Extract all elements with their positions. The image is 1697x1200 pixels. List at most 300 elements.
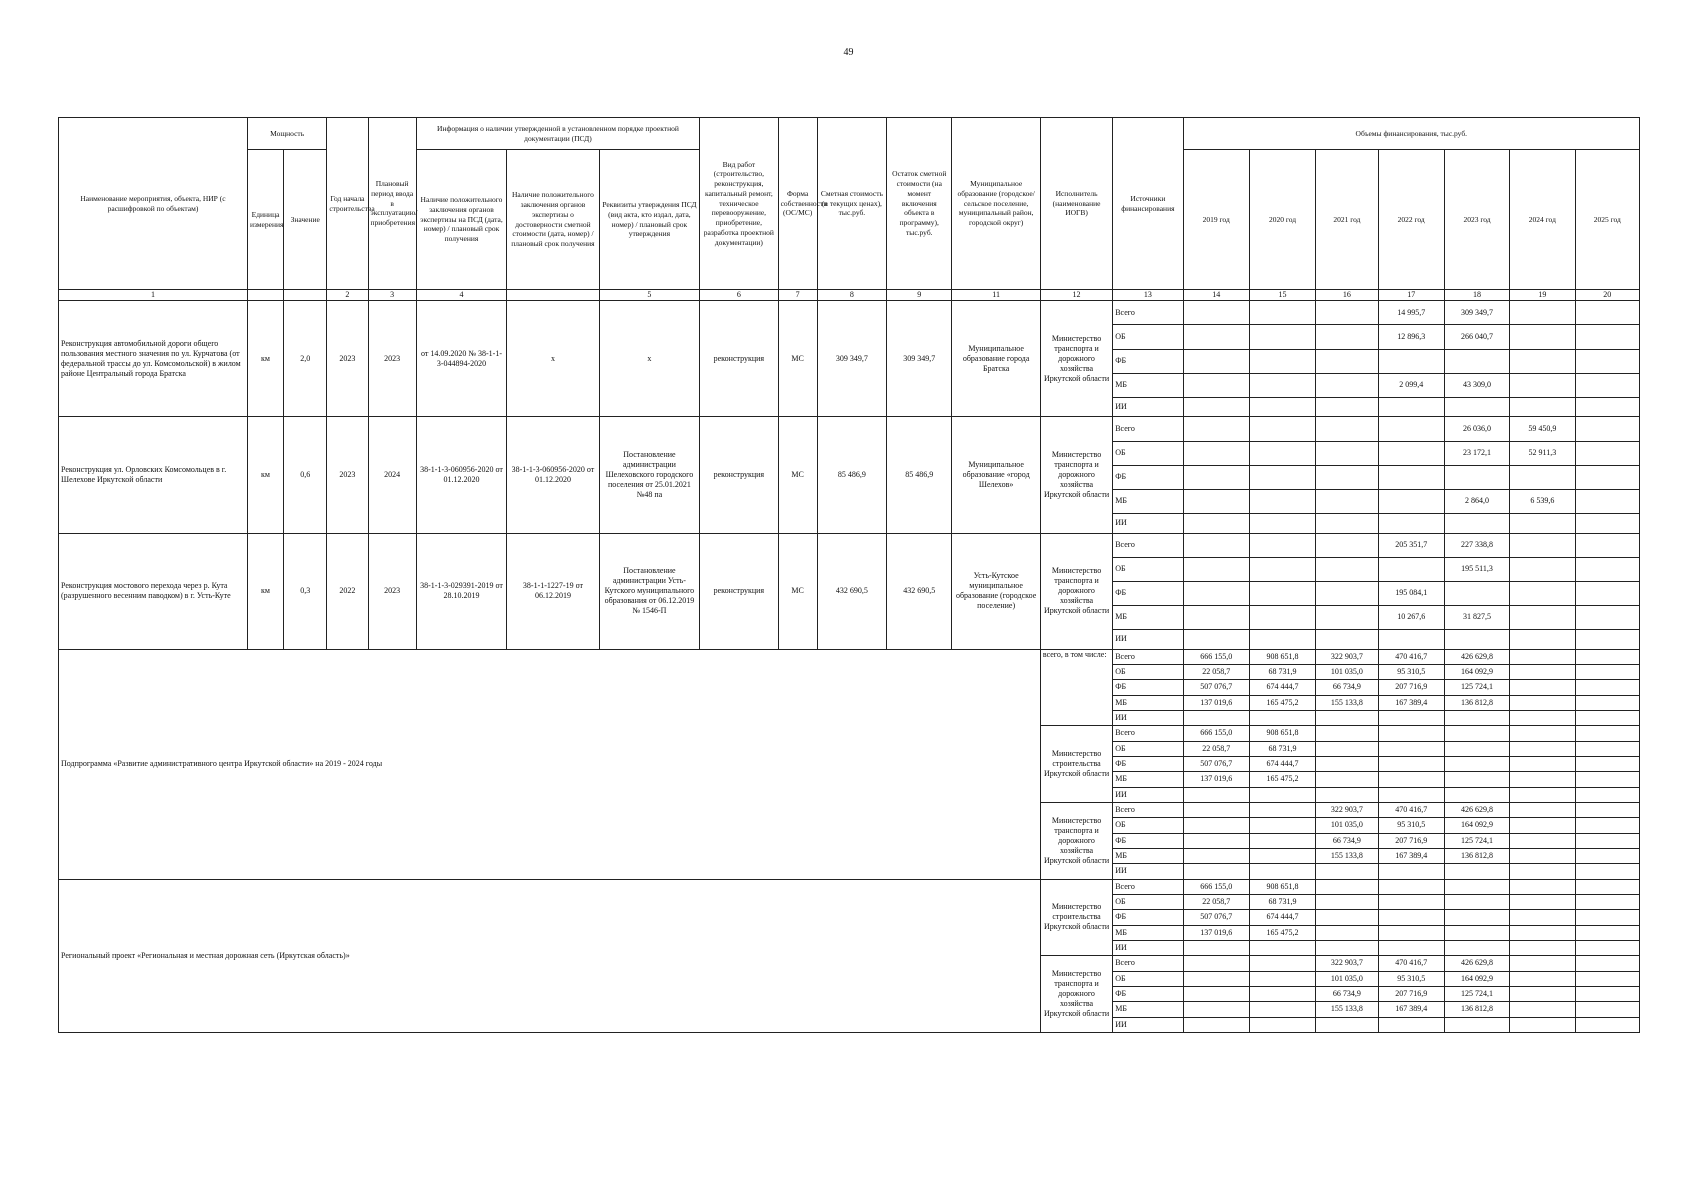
table-body: [59, 301, 1640, 1033]
financing-value: [1575, 910, 1639, 925]
financing-value: [1378, 864, 1444, 879]
object-rest: 309 349,7: [887, 301, 952, 417]
financing-value: [1378, 557, 1444, 581]
financing-value: 167 389,4: [1378, 848, 1444, 863]
financing-value: [1510, 629, 1575, 649]
financing-value: [1183, 441, 1249, 465]
financing-value: [1378, 629, 1444, 649]
column-number: 9: [887, 290, 952, 301]
column-number: 13: [1113, 290, 1183, 301]
financing-value: 43 309,0: [1444, 373, 1509, 397]
financing-value: [1510, 1017, 1575, 1033]
financing-value: [1249, 864, 1315, 879]
source-label: ОБ: [1113, 741, 1183, 756]
source-label: ИИ: [1113, 864, 1183, 879]
financing-value: [1249, 940, 1315, 955]
financing-value: [1249, 833, 1315, 848]
financing-value: [1378, 349, 1444, 373]
financing-value: 22 058,7: [1183, 894, 1249, 909]
financing-value: [1378, 513, 1444, 533]
source-label: Всего: [1113, 533, 1183, 557]
financing-value: [1183, 971, 1249, 986]
object-rest: 432 690,5: [887, 533, 952, 649]
source-label: ОБ: [1113, 971, 1183, 986]
financing-value: [1316, 557, 1378, 581]
financing-value: [1249, 513, 1315, 533]
financing-value: [1510, 726, 1575, 741]
financing-value: [1510, 397, 1575, 417]
object-cost-expert: х: [507, 301, 599, 417]
financing-value: [1249, 581, 1315, 605]
financing-value: [1575, 533, 1639, 557]
object-start-year: 2023: [327, 417, 368, 533]
financing-value: [1575, 441, 1639, 465]
header-year: 2020 год: [1249, 150, 1315, 290]
financing-value: [1510, 848, 1575, 863]
financing-value: 674 444,7: [1249, 756, 1315, 771]
financing-value: [1316, 741, 1378, 756]
financing-value: [1510, 802, 1575, 817]
financing-value: 507 076,7: [1183, 680, 1249, 695]
financing-value: [1575, 489, 1639, 513]
financing-value: [1510, 818, 1575, 833]
column-number: 1: [59, 290, 248, 301]
financing-value: [1183, 956, 1249, 971]
object-municipality: Усть-Кутское муниципальное образование (городское поселение): [952, 533, 1040, 649]
financing-value: 322 903,7: [1316, 956, 1378, 971]
financing-value: [1444, 581, 1509, 605]
financing-value: [1249, 325, 1315, 349]
financing-value: [1316, 710, 1378, 725]
financing-value: [1378, 417, 1444, 441]
financing-value: 167 389,4: [1378, 1002, 1444, 1017]
financing-value: [1510, 695, 1575, 710]
source-label: МБ: [1113, 489, 1183, 513]
financing-value: 125 724,1: [1444, 680, 1509, 695]
header-year: 2022 год: [1378, 150, 1444, 290]
financing-value: [1316, 417, 1378, 441]
source-label: ИИ: [1113, 710, 1183, 725]
table-row: [59, 649, 1640, 664]
object-executor: Министерство транспорта и дорожного хозяйства Иркутской области: [1040, 417, 1112, 533]
financing-value: [1316, 879, 1378, 894]
financing-value: [1444, 349, 1509, 373]
financing-table: [58, 117, 1640, 1033]
financing-value: 426 629,8: [1444, 802, 1509, 817]
financing-value: 66 734,9: [1316, 986, 1378, 1001]
financing-value: [1378, 465, 1444, 489]
subprogram-name: Подпрограмма «Развитие административного центра Иркутской области» на 2019 - 2024 годы: [59, 649, 1041, 879]
financing-value: [1510, 986, 1575, 1001]
column-number: 2: [327, 290, 368, 301]
financing-value: 165 475,2: [1249, 772, 1315, 787]
financing-value: [1183, 1002, 1249, 1017]
object-requisites: х: [599, 301, 700, 417]
financing-value: [1183, 940, 1249, 955]
financing-value: [1183, 818, 1249, 833]
financing-value: [1378, 489, 1444, 513]
financing-value: [1575, 417, 1639, 441]
financing-value: [1249, 956, 1315, 971]
source-label: ОБ: [1113, 441, 1183, 465]
financing-value: [1378, 726, 1444, 741]
financing-value: [1183, 833, 1249, 848]
header-name: Наименование мероприятия, объекта, НИР (с расшифровкой по объектам): [59, 118, 248, 290]
financing-value: 26 036,0: [1444, 417, 1509, 441]
financing-value: 66 734,9: [1316, 833, 1378, 848]
financing-value: 6 539,6: [1510, 489, 1575, 513]
financing-value: [1183, 629, 1249, 649]
object-name: Реконструкция автомобильной дороги общего пользования местного значения по ул. Курчатова (от федеральной трассы до ул. Комсомольской) в жилом районе Центральный города Братска: [59, 301, 248, 417]
financing-value: [1249, 533, 1315, 557]
financing-value: [1316, 605, 1378, 629]
financing-value: [1575, 605, 1639, 629]
financing-value: [1316, 441, 1378, 465]
financing-value: 155 133,8: [1316, 695, 1378, 710]
financing-value: [1510, 649, 1575, 664]
financing-value: [1510, 557, 1575, 581]
financing-value: [1249, 971, 1315, 986]
financing-value: [1378, 710, 1444, 725]
header-year: 2021 год: [1316, 150, 1378, 290]
financing-value: [1510, 940, 1575, 955]
financing-value: [1575, 772, 1639, 787]
header-psd-info: Информация о наличии утвержденной в установленном порядке проектной документации (ПСД): [416, 118, 699, 150]
financing-value: 22 058,7: [1183, 741, 1249, 756]
object-requisites: Постановление администрации Шелеховского городского поселения от 25.01.2021 №48 па: [599, 417, 700, 533]
financing-value: [1249, 417, 1315, 441]
financing-value: [1378, 787, 1444, 802]
financing-value: [1378, 925, 1444, 940]
financing-value: [1510, 879, 1575, 894]
financing-value: [1510, 910, 1575, 925]
financing-value: [1575, 373, 1639, 397]
financing-value: [1183, 1017, 1249, 1033]
financing-value: [1510, 833, 1575, 848]
financing-value: [1575, 940, 1639, 955]
financing-value: [1444, 726, 1509, 741]
financing-value: [1249, 986, 1315, 1001]
column-number: [284, 290, 327, 301]
financing-value: 227 338,8: [1444, 533, 1509, 557]
financing-value: [1510, 756, 1575, 771]
financing-value: [1378, 756, 1444, 771]
source-label: МБ: [1113, 848, 1183, 863]
financing-value: [1510, 772, 1575, 787]
header-year: 2025 год: [1575, 150, 1639, 290]
financing-value: [1183, 986, 1249, 1001]
financing-value: [1444, 787, 1509, 802]
financing-value: [1510, 301, 1575, 325]
column-number: 20: [1575, 290, 1639, 301]
object-rest: 85 486,9: [887, 417, 952, 533]
object-municipality: Муниципальное образование города Братска: [952, 301, 1040, 417]
financing-value: 2 864,0: [1444, 489, 1509, 513]
financing-value: [1316, 489, 1378, 513]
object-cost: 309 349,7: [817, 301, 886, 417]
source-label: ИИ: [1113, 787, 1183, 802]
header-plan-period: Плановый период ввода в эксплуатацию/приобретения: [368, 118, 416, 290]
financing-value: [1575, 397, 1639, 417]
financing-value: [1249, 465, 1315, 489]
financing-value: 507 076,7: [1183, 910, 1249, 925]
financing-value: [1378, 772, 1444, 787]
financing-value: [1444, 465, 1509, 489]
financing-value: [1249, 349, 1315, 373]
financing-value: 666 155,0: [1183, 649, 1249, 664]
financing-value: [1444, 879, 1509, 894]
financing-value: 68 731,9: [1249, 894, 1315, 909]
financing-value: [1510, 864, 1575, 879]
source-label: ФБ: [1113, 680, 1183, 695]
financing-value: [1378, 940, 1444, 955]
financing-value: [1510, 787, 1575, 802]
financing-value: [1575, 818, 1639, 833]
financing-value: 207 716,9: [1378, 680, 1444, 695]
financing-value: [1316, 349, 1378, 373]
financing-value: 507 076,7: [1183, 756, 1249, 771]
object-name: Реконструкция ул. Орловских Комсомольцев в г. Шелехове Иркутской области: [59, 417, 248, 533]
financing-value: [1510, 325, 1575, 349]
financing-value: [1575, 864, 1639, 879]
financing-value: [1444, 629, 1509, 649]
financing-value: 101 035,0: [1316, 664, 1378, 679]
source-label: ФБ: [1113, 910, 1183, 925]
financing-value: [1249, 787, 1315, 802]
financing-value: [1575, 629, 1639, 649]
source-label: МБ: [1113, 1002, 1183, 1017]
financing-value: 470 416,7: [1378, 956, 1444, 971]
source-label: ФБ: [1113, 581, 1183, 605]
column-number: 14: [1183, 290, 1249, 301]
financing-value: [1444, 710, 1509, 725]
financing-value: 137 019,6: [1183, 925, 1249, 940]
financing-value: 165 475,2: [1249, 695, 1315, 710]
financing-value: 22 058,7: [1183, 664, 1249, 679]
object-expert: 38-1-1-3-029391-2019 от 28.10.2019: [416, 533, 506, 649]
financing-value: [1510, 971, 1575, 986]
financing-value: [1316, 325, 1378, 349]
object-value: 2,0: [284, 301, 327, 417]
financing-value: 908 651,8: [1249, 879, 1315, 894]
object-unit: км: [247, 301, 283, 417]
financing-value: [1183, 848, 1249, 863]
financing-value: 31 827,5: [1444, 605, 1509, 629]
financing-value: [1316, 1017, 1378, 1033]
financing-value: [1510, 956, 1575, 971]
financing-value: 164 092,9: [1444, 818, 1509, 833]
financing-value: [1575, 465, 1639, 489]
source-label: ИИ: [1113, 397, 1183, 417]
financing-value: 2 099,4: [1378, 373, 1444, 397]
financing-value: [1183, 710, 1249, 725]
financing-value: [1575, 695, 1639, 710]
financing-value: [1249, 629, 1315, 649]
financing-value: [1575, 879, 1639, 894]
object-expert: от 14.09.2020 № 38-1-1-3-044894-2020: [416, 301, 506, 417]
object-plan-year: 2024: [368, 417, 416, 533]
header-capacity: Мощность: [247, 118, 326, 150]
financing-value: 52 911,3: [1510, 441, 1575, 465]
object-start-year: 2022: [327, 533, 368, 649]
header-estimated-cost: Сметная стоимость (в текущих ценах), тыс.руб.: [817, 118, 886, 290]
financing-value: 155 133,8: [1316, 1002, 1378, 1017]
financing-value: [1575, 971, 1639, 986]
financing-value: [1378, 894, 1444, 909]
column-number: 15: [1249, 290, 1315, 301]
source-label: Всего: [1113, 417, 1183, 441]
object-ownership: МС: [778, 417, 817, 533]
financing-value: [1249, 441, 1315, 465]
object-municipality: Муниципальное образование «город Шелехов»: [952, 417, 1040, 533]
financing-value: 666 155,0: [1183, 726, 1249, 741]
financing-value: [1575, 581, 1639, 605]
financing-value: 426 629,8: [1444, 956, 1509, 971]
financing-value: [1510, 664, 1575, 679]
header-value: Значение: [284, 150, 327, 290]
financing-value: [1575, 848, 1639, 863]
source-label: Всего: [1113, 956, 1183, 971]
financing-value: [1575, 956, 1639, 971]
financing-value: 136 812,8: [1444, 1002, 1509, 1017]
financing-value: [1183, 417, 1249, 441]
financing-value: 66 734,9: [1316, 680, 1378, 695]
financing-value: [1575, 649, 1639, 664]
financing-value: [1249, 1017, 1315, 1033]
column-number: 5: [599, 290, 700, 301]
object-unit: км: [247, 533, 283, 649]
financing-value: [1183, 605, 1249, 629]
financing-value: 266 040,7: [1444, 325, 1509, 349]
source-label: Всего: [1113, 879, 1183, 894]
financing-value: 195 084,1: [1378, 581, 1444, 605]
financing-value: 674 444,7: [1249, 680, 1315, 695]
financing-value: [1249, 373, 1315, 397]
financing-value: [1316, 910, 1378, 925]
header-year: 2023 год: [1444, 150, 1509, 290]
column-number: 6: [700, 290, 778, 301]
financing-value: 137 019,6: [1183, 695, 1249, 710]
source-label: ОБ: [1113, 664, 1183, 679]
column-number: 17: [1378, 290, 1444, 301]
object-cost-expert: 38-1-1-1227-19 от 06.12.2019: [507, 533, 599, 649]
source-label: МБ: [1113, 695, 1183, 710]
financing-value: [1183, 373, 1249, 397]
financing-value: [1575, 301, 1639, 325]
financing-value: [1183, 787, 1249, 802]
object-ownership: МС: [778, 533, 817, 649]
financing-value: [1575, 664, 1639, 679]
financing-value: 674 444,7: [1249, 910, 1315, 925]
financing-value: [1575, 787, 1639, 802]
financing-value: [1444, 741, 1509, 756]
column-number: 19: [1510, 290, 1575, 301]
financing-value: 137 019,6: [1183, 772, 1249, 787]
financing-value: [1575, 894, 1639, 909]
financing-value: [1249, 818, 1315, 833]
source-label: ИИ: [1113, 513, 1183, 533]
financing-value: 322 903,7: [1316, 802, 1378, 817]
object-work-type: реконструкция: [700, 301, 778, 417]
financing-value: 136 812,8: [1444, 695, 1509, 710]
financing-value: [1249, 802, 1315, 817]
object-name: Реконструкция мостового перехода через р. Кута (разрушенного весенним паводком) в г. Усть-Куте: [59, 533, 248, 649]
financing-value: [1575, 741, 1639, 756]
financing-value: [1316, 894, 1378, 909]
financing-value: [1183, 465, 1249, 489]
financing-value: [1183, 513, 1249, 533]
source-label: ОБ: [1113, 894, 1183, 909]
financing-value: [1510, 581, 1575, 605]
source-label: ФБ: [1113, 756, 1183, 771]
financing-value: [1249, 710, 1315, 725]
financing-value: [1249, 605, 1315, 629]
financing-value: 12 896,3: [1378, 325, 1444, 349]
financing-value: 10 267,6: [1378, 605, 1444, 629]
financing-value: [1575, 1002, 1639, 1017]
financing-value: 68 731,9: [1249, 741, 1315, 756]
header-start-year: Год начала строительства: [327, 118, 368, 290]
financing-value: [1510, 373, 1575, 397]
header-row-1: [59, 118, 1640, 150]
header-financing: Объемы финансирования, тыс.руб.: [1183, 118, 1639, 150]
header-municipality: Муниципальное образование (городское/сельское поселение, муниципальный район, городской округ): [952, 118, 1040, 290]
financing-value: [1316, 726, 1378, 741]
financing-value: [1444, 894, 1509, 909]
column-number: 7: [778, 290, 817, 301]
financing-value: 101 035,0: [1316, 818, 1378, 833]
object-cost: 432 690,5: [817, 533, 886, 649]
source-label: ОБ: [1113, 557, 1183, 581]
column-number: [507, 290, 599, 301]
financing-value: 155 133,8: [1316, 848, 1378, 863]
table-row: [59, 301, 1640, 325]
financing-value: [1575, 710, 1639, 725]
financing-value: 95 310,5: [1378, 664, 1444, 679]
source-label: ФБ: [1113, 465, 1183, 489]
financing-value: [1249, 397, 1315, 417]
financing-value: [1183, 581, 1249, 605]
financing-value: [1249, 848, 1315, 863]
financing-value: [1575, 680, 1639, 695]
financing-value: 68 731,9: [1249, 664, 1315, 679]
financing-value: [1575, 1017, 1639, 1033]
column-number: 12: [1040, 290, 1112, 301]
source-label: ИИ: [1113, 629, 1183, 649]
financing-value: [1316, 397, 1378, 417]
source-label: МБ: [1113, 373, 1183, 397]
financing-value: [1183, 802, 1249, 817]
financing-value: [1183, 301, 1249, 325]
financing-value: [1183, 489, 1249, 513]
source-label: ФБ: [1113, 833, 1183, 848]
header-psd-requisites: Реквизиты утверждения ПСД (вид акта, кто издал, дата, номер) / плановый срок утверждения: [599, 150, 700, 290]
column-number: 11: [952, 290, 1040, 301]
financing-value: 167 389,4: [1378, 695, 1444, 710]
financing-value: [1510, 710, 1575, 725]
financing-value: [1183, 864, 1249, 879]
financing-value: [1444, 925, 1509, 940]
group-executor: Министерство транспорта и дорожного хозяйства Иркутской области: [1040, 956, 1112, 1033]
page-number: 49: [843, 47, 854, 58]
financing-value: [1378, 741, 1444, 756]
financing-value: [1316, 373, 1378, 397]
group-executor: Министерство строительства Иркутской области: [1040, 726, 1112, 803]
financing-value: [1316, 301, 1378, 325]
object-work-type: реконструкция: [700, 533, 778, 649]
financing-value: 309 349,7: [1444, 301, 1509, 325]
financing-value: [1510, 533, 1575, 557]
